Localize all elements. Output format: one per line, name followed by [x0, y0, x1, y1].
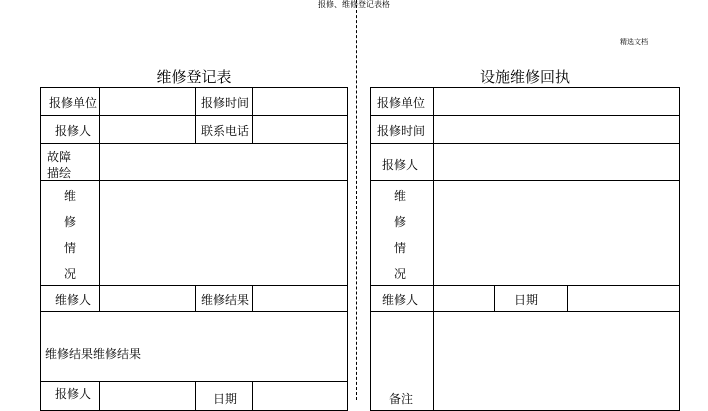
right-field-remark[interactable]: [433, 311, 680, 411]
right-label-remark: 备注: [389, 392, 414, 406]
right-field-repairer[interactable]: [433, 285, 495, 312]
left-label-report-unit: 报修单位: [49, 96, 98, 110]
left-field-phone[interactable]: [252, 115, 348, 144]
left-label-repair-v1: 维: [64, 189, 77, 203]
right-label-date: 日期: [514, 293, 539, 307]
right-label-repair-v2: 修: [394, 215, 407, 229]
left-field-reporter[interactable]: [99, 115, 196, 144]
right-label-report-unit: 报修单位: [377, 96, 426, 110]
right-form-title: 设施维修回执: [479, 68, 570, 86]
left-label-phone: 联系电话: [201, 124, 250, 138]
corner-tag: 精选文档: [620, 38, 648, 46]
left-label-repair-v3: 情: [64, 241, 77, 255]
right-field-repair-status[interactable]: [433, 180, 680, 286]
document-header-title: 报修、维修登记表格: [318, 0, 390, 9]
left-field-repair-result[interactable]: [252, 285, 348, 312]
left-label-repairer: 维修人: [55, 293, 92, 307]
left-field-report-time[interactable]: [252, 87, 348, 116]
left-field-date[interactable]: [252, 381, 348, 411]
left-label-repair-v4: 况: [64, 267, 77, 281]
left-label-repair-v2: 修: [64, 215, 77, 229]
left-label-repair-result: 维修结果: [201, 293, 250, 307]
right-label-repair-v3: 情: [394, 241, 407, 255]
right-label-reporter: 报修人: [382, 158, 419, 172]
left-field-report-unit[interactable]: [99, 87, 196, 116]
left-field-repair-status[interactable]: [99, 180, 348, 286]
right-field-report-time[interactable]: [433, 115, 680, 144]
left-label-fault-1: 故障: [47, 150, 72, 164]
left-field-fault-description[interactable]: [99, 143, 348, 181]
right-label-repairer: 维修人: [382, 293, 419, 307]
left-label-result-body: 维修结果维修结果: [45, 347, 142, 361]
left-label-reporter-bottom: 报修人: [55, 387, 92, 401]
left-label-report-time: 报修时间: [201, 96, 250, 110]
right-label-report-time: 报修时间: [377, 124, 426, 138]
left-form-title: 维修登记表: [156, 68, 232, 86]
left-label-reporter: 报修人: [55, 124, 92, 138]
left-label-date: 日期: [213, 392, 238, 406]
right-label-repair-v4: 况: [394, 267, 407, 281]
left-field-repairer[interactable]: [99, 285, 196, 312]
right-field-date[interactable]: [567, 285, 680, 312]
cut-line: [356, 0, 357, 400]
right-field-reporter[interactable]: [433, 143, 680, 181]
left-field-reporter-bottom[interactable]: [99, 381, 196, 411]
right-label-repair-v1: 维: [394, 189, 407, 203]
right-field-report-unit[interactable]: [433, 87, 680, 116]
left-label-fault-2: 描绘: [47, 166, 72, 180]
